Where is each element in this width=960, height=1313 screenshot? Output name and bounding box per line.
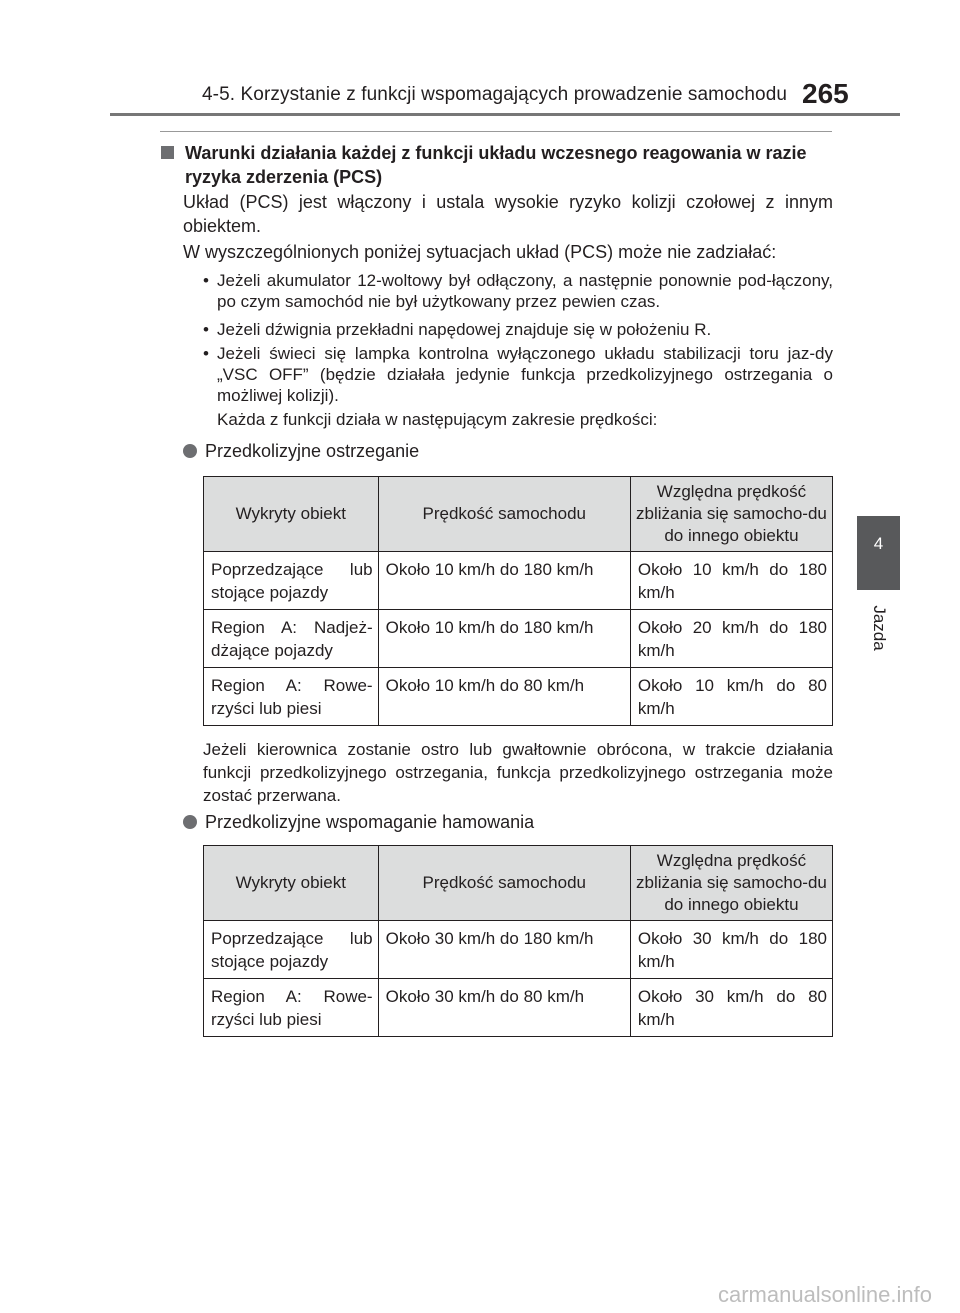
table-cell: Około 20 km/h do 180 km/h [630,610,832,668]
page-number: 265 [802,78,849,109]
warning-subheading [183,439,419,463]
section-heading [161,141,833,189]
paragraph-pcs-may-not-work: W wyszczególnionych poniżej sytuacjach układ (PCS) może nie zadziałać: [183,242,777,262]
warning-note: Jeżeli kierownica zostanie ostro lub gwałtownie obrócona, w trakcie działania funkcji przedkolizyjnego ostrzegania, funkcja przedkolizyjnego ostrzegania może zostać przerwana. [203,740,833,805]
table-cell: Około 30 km/h do 180 km/h [630,921,832,979]
table-cell: Około 30 km/h do 180 km/h [378,921,630,979]
paragraph-pcs-active: Układ (PCS) jest włączony i ustala wysokie ryzyko kolizji czołowej z innym obiektem. [183,192,833,236]
brake-assist-subheading [183,810,534,834]
list-item [203,343,833,406]
table-header-row [204,477,833,552]
column-header-vehicle-speed: Prędkość samochodu [378,477,630,552]
table-cell: Poprzedzające lub stojące pojazdy [204,921,379,979]
circle-bullet-icon [183,815,197,829]
table-cell: Około 10 km/h do 80 km/h [630,668,832,726]
bullet-mark: • [203,320,209,339]
table-cell: Około 30 km/h do 80 km/h [378,979,630,1037]
chapter-label: Jazda [870,605,889,651]
table-cell: Region A: Rowe-rzyści lub piesi [204,979,379,1037]
warning-subheading-text: Przedkolizyjne ostrzeganie [205,441,420,461]
circle-bullet-icon [183,444,197,458]
bullet-mark: • [203,271,209,290]
brake-assist-speed-table [203,845,833,1037]
header-section-title: 4-5. Korzystanie z funkcji wspomagających prowadzenie samochodu [202,84,788,105]
column-header-object: Wykryty obiekt [204,477,379,552]
table-row [204,979,833,1037]
list-item [203,270,833,312]
table-row [204,668,833,726]
table-cell: Około 30 km/h do 80 km/h [630,979,832,1037]
bullet-mark: • [203,344,209,363]
section-heading-text: Warunki działania każdej z funkcji układu wczesnego reagowania w razie ryzyka zderzenia (PCS) [185,143,807,187]
table-cell: Poprzedzające lub stojące pojazdy [204,552,379,610]
column-header-object: Wykryty obiekt [204,846,379,921]
column-header-relative-speed: Względna prędkość zbliżania się samocho-du do innego obiektu [630,477,832,552]
list-item [203,319,833,340]
header-rule [110,113,900,116]
table-cell: Około 10 km/h do 180 km/h [630,552,832,610]
list-item-text: Jeżeli świeci się lampka kontrolna wyłączonego układu stabilizacji toru jaz-dy „VSC OFF” (będzie działała jedynie funkcja przedkolizyjnego ostrzegania o możliwej kolizji). [217,344,833,405]
chapter-tab[interactable] [857,516,900,590]
table-cell: Około 10 km/h do 80 km/h [378,668,630,726]
table-header-row [204,846,833,921]
watermark: carmanualsonline.info [717,1282,932,1307]
column-header-relative-speed: Względna prędkość zbliżania się samocho-du do innego obiektu [630,846,832,921]
warning-speed-table [203,476,833,726]
chapter-number: 4 [873,534,884,553]
table-cell: Region A: Rowe-rzyści lub piesi [204,668,379,726]
table-cell: Około 10 km/h do 180 km/h [378,552,630,610]
brake-assist-subheading-text: Przedkolizyjne wspomaganie hamowania [205,812,535,832]
square-bullet-icon [161,146,174,159]
table-row [204,552,833,610]
table-cell: Region A: Nadjeż-dżające pojazdy [204,610,379,668]
list-item-text: Jeżeli akumulator 12-woltowy był odłączony, a następnie ponownie pod-łączony, po czym samochód nie był użytkowany przez pewien czas. [217,271,833,311]
table-row [204,610,833,668]
table-cell: Około 10 km/h do 180 km/h [378,610,630,668]
table-row [204,921,833,979]
list-item-text: Jeżeli dźwignia przekładni napędowej znajduje się w położeniu R. [217,320,712,339]
chapter-label-container [864,598,894,658]
column-header-vehicle-speed: Prędkość samochodu [378,846,630,921]
speed-intro: Każda z funkcji działa w następującym zakresie prędkości: [217,410,658,429]
section-rule [160,131,832,132]
